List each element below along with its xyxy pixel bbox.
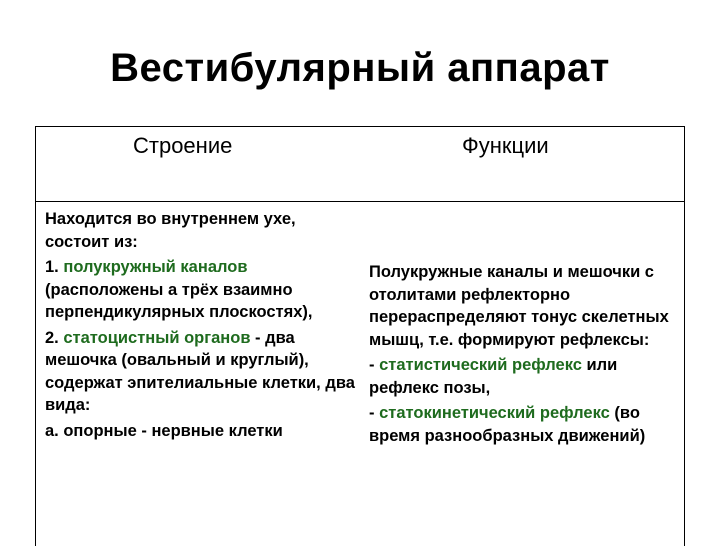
structure-item-1 [45,256,355,324]
highlight-term: статокинетический рефлекс [379,404,610,422]
header-divider [36,201,684,202]
reflex-item-2 [369,402,674,447]
item-number: 1. [45,258,64,276]
item-text: или рефлекс позы, [369,356,618,397]
slide-title: Вестибулярный аппарат [110,46,610,90]
structure-intro: Находится во внутреннем ухе, состоит из: [45,210,296,251]
header-structure: Строение [133,133,233,158]
structure-item-3: а. опорные - нервные клетки [45,421,283,440]
content-table [35,126,685,546]
functions-column [369,261,674,450]
highlight-term: статистический рефлекс [379,356,582,374]
structure-column [45,208,355,445]
structure-item-2 [45,327,355,417]
item-text: - два мешочка (овальный и круглый), содержат эпителиальные клетки, два вида: [45,328,355,414]
reflex-item-1 [369,354,674,399]
item-text: (расположены а трёх взаимно перпендикулярных плоскостях), [45,280,313,321]
header-functions: Функции [462,133,549,158]
item-text: (во время разнообразных движений) [369,404,646,445]
functions-intro: Полукружные каналы и мешочки с отолитами рефлекторно перераспределяют тонус скелетных мышц, т.е. формируют рефлексы: [369,263,669,349]
highlight-term: статоцистный органов [63,328,251,347]
dash: - [369,404,380,422]
item-number: 2. [45,328,64,347]
highlight-term: полукружный каналов [63,258,248,276]
dash: - [369,356,380,374]
